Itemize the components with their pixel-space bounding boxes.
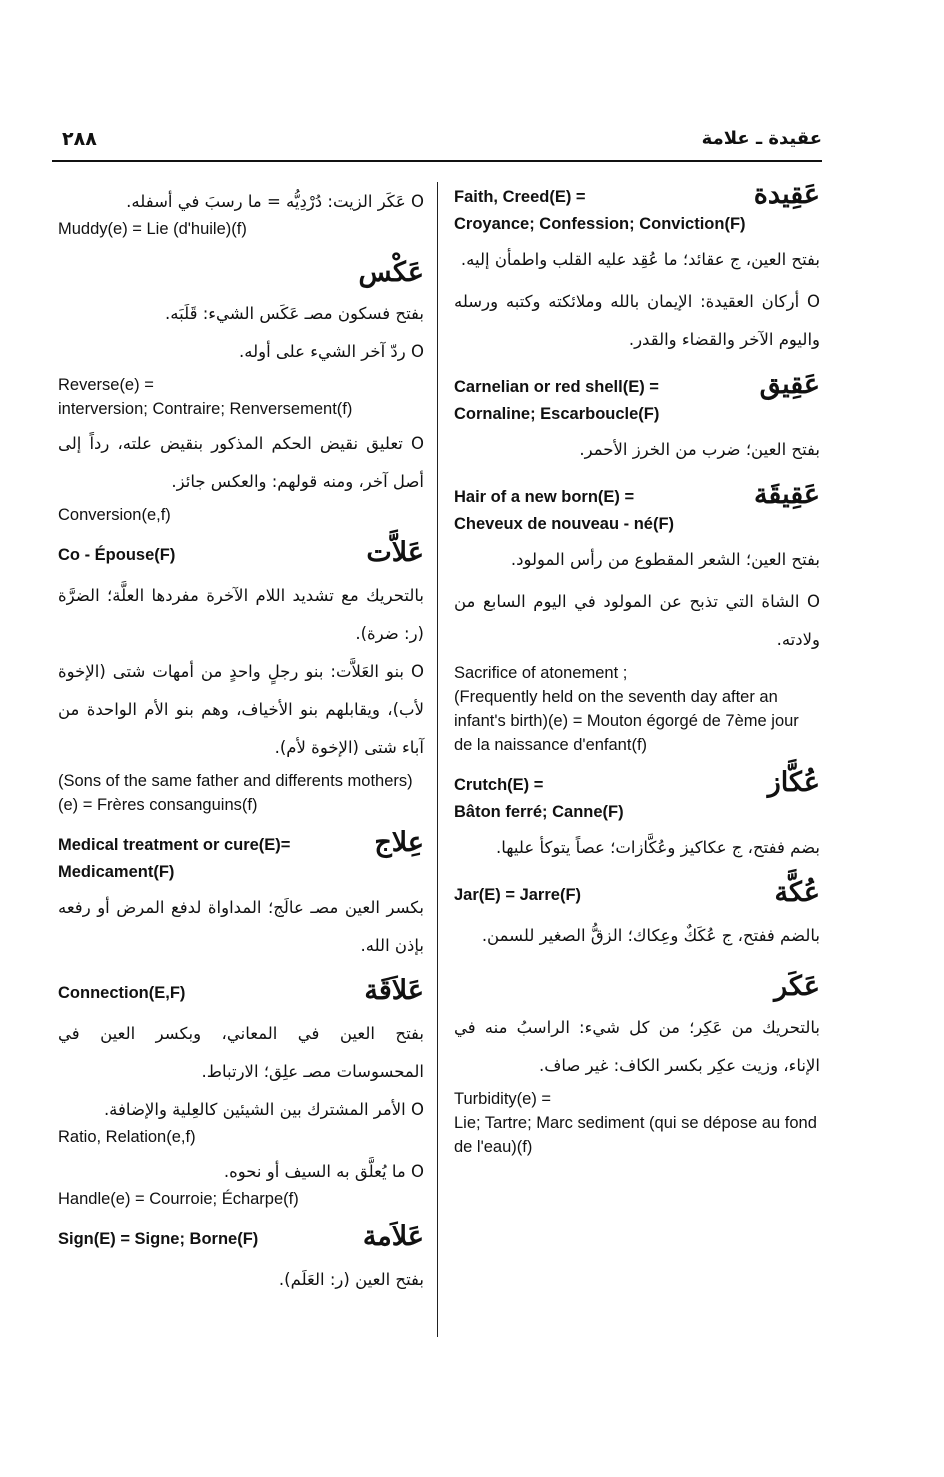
entry-headline [58, 537, 424, 573]
headword: عَقِيدة [753, 179, 820, 210]
headword: عُكَّاز [767, 767, 820, 798]
latin-gloss: interversion; Contraire; Renversement(f) [58, 400, 353, 418]
entry-headline [58, 827, 424, 885]
arabic-definition: بفتح العين؛ ضرب من الخرز الأحمر. [579, 440, 820, 459]
arabic-definition: O عَكَر الزيت: دُرْدِيُّه = ما رسبَ في أسفله. [126, 192, 424, 211]
entry-aks [58, 255, 424, 527]
headword: عُكَّة [774, 877, 820, 908]
french-gloss: Cornaline; Escarboucle(F) [454, 405, 660, 423]
arabic-definition: O الشاة التي تذبح عن المولود في اليوم السابع من ولادته. [454, 592, 820, 649]
french-gloss: Croyance; Confession; Conviction(F) [454, 215, 746, 233]
headword: عَلاَقَة [364, 975, 424, 1006]
french-gloss: Bâton ferré; Canne(F) [454, 803, 624, 821]
entry-headline [454, 369, 820, 427]
english-gloss: Crutch(E) = [454, 776, 544, 794]
arabic-definition: O بنو العَلاَّت: بنو رجلٍ واحدٍ من أمهات شتى (الإخوة لأب)، ويقابلهم بنو الأخياف، وهم بنو الأم الواحدة من آباء شتى (الإخوة لأم). [58, 662, 424, 757]
entry-ukkaz [454, 767, 820, 867]
entry-headline [454, 767, 820, 825]
english-gloss: Hair of a new born(E) = [454, 488, 635, 506]
english-gloss: Connection(E,F) [58, 984, 186, 1002]
entry-akar [454, 969, 820, 1159]
left-column [58, 183, 424, 1299]
latin-gloss: Handle(e) = Courroie; Écharpe(f) [58, 1190, 299, 1208]
column-divider [437, 182, 438, 1337]
arabic-definition: O أركان العقيدة: الإيمان بالله وملائكته وكتبه ورسله واليوم الآخر والقضاء والقدر. [454, 292, 820, 349]
latin-gloss: Turbidity(e) = [454, 1090, 552, 1108]
entry-headline [58, 1221, 424, 1257]
entry-allat [58, 537, 424, 817]
entry-headline [454, 479, 820, 537]
arabic-definition: بفتح العين في المعاني، وبكسر العين في المحسوسات مصـ علِق؛ الارتباط. [58, 1024, 424, 1081]
arabic-definition: O ما يُعلَّق به السيف أو نحوه. [223, 1162, 424, 1181]
latin-gloss: Muddy(e) = Lie (d'huile)(f) [58, 220, 247, 238]
latin-gloss: Reverse(e) = [58, 376, 154, 394]
page-number: ٢٨٨ [62, 128, 97, 150]
headword: عَلاَّت [366, 537, 424, 568]
arabic-definition: بالتحريك مع تشديد اللام الآخرة مفردها العلَّة؛ الضرَّة (ر: ضرة). [58, 586, 424, 643]
english-gloss: Jar(E) = Jarre(F) [454, 886, 582, 904]
english-gloss: Faith, Creed(E) = [454, 188, 586, 206]
entry-headline [454, 179, 820, 237]
latin-gloss: Lie; Tartre; Marc sediment (qui se dépose au fond de l'eau)(f) [454, 1114, 817, 1156]
latin-gloss: Sacrifice of atonement ; [454, 664, 628, 682]
header-rule [52, 160, 822, 162]
headword: عَكْس [358, 257, 424, 288]
english-gloss: Co - Épouse(F) [58, 546, 176, 564]
headword: عَلاَمة [362, 1221, 424, 1252]
entry-aqiqa [454, 479, 820, 757]
arabic-definition: بفتح فسكون مصـ عَكَس الشيء: قَلَبَه. [165, 304, 424, 323]
arabic-definition: بالتحريك من عَكِر؛ من كل شيء: الراسبُ منه في الإناء، وزيت عكِر بكسر الكاف: غير صاف. [454, 1018, 820, 1075]
entry-aqida [454, 179, 820, 359]
headword: عِلاج [374, 827, 424, 858]
arabic-definition: بكسر العين مصـ عالَج؛ المداواة لدفع المرض أو رفعه بإذن الله. [58, 898, 424, 955]
entry-ilaj [58, 827, 424, 965]
entry-akar-continued [58, 183, 424, 241]
headword: عَكَر [774, 971, 820, 1002]
latin-gloss: Conversion(e,f) [58, 506, 171, 524]
arabic-definition: بفتح العين؛ الشعر المقطوع من رأس المولود. [510, 550, 820, 569]
entry-ukka [454, 877, 820, 955]
english-gloss: Sign(E) = Signe; Borne(F) [58, 1230, 259, 1248]
arabic-definition: O تعليق نقيض الحكم المذكور بنقيض علته، رداً إلى أصل آخر، ومنه قولهم: والعكس جائز. [58, 434, 424, 491]
page-header [52, 128, 822, 158]
entry-alama [58, 1221, 424, 1299]
entry-alaqa [58, 975, 424, 1211]
running-head: عقيدة ـ علامة [701, 128, 822, 149]
arabic-definition: بالضم ففتح، ج عُكَكٌ وعِكاك؛ الزقُّ الصغير للسمن. [481, 926, 820, 945]
headword: عَقِيق [759, 369, 820, 400]
latin-gloss: (Sons of the same father and differents mothers)(e) = Frères consanguins(f) [58, 772, 413, 814]
entry-aqiq [454, 369, 820, 469]
french-gloss: Cheveux de nouveau - né(F) [454, 515, 675, 533]
french-gloss: Medicament(F) [58, 863, 175, 881]
entry-headline [454, 877, 820, 913]
arabic-definition: O الأمر المشترك بين الشيئين كالعِلية والإضافة. [103, 1100, 424, 1119]
arabic-definition: بفتح العين، ج عقائد؛ ما عُقِد عليه القلب واطمأن إليه. [460, 250, 820, 269]
arabic-definition: بضم ففتح، ج عكاكيز وعُكَّازات؛ عصاً يتوكأ عليها. [496, 838, 820, 857]
entry-headline [58, 975, 424, 1011]
arabic-definition: O ردّ آخر الشيء على أوله. [238, 342, 424, 361]
english-gloss: Carnelian or red shell(E) = [454, 378, 659, 396]
right-column [454, 179, 820, 1159]
arabic-definition: بفتح العين (ر: العَلَم). [278, 1270, 424, 1289]
english-gloss: Medical treatment or cure(E)= [58, 836, 291, 854]
latin-gloss: Ratio, Relation(e,f) [58, 1128, 196, 1146]
headword: عَقِيقَة [753, 479, 820, 510]
latin-gloss: (Frequently held on the seventh day after an infant's birth)(e) = Mouton égorgé de 7ème jour de la naissance d'enfant(f) [454, 688, 799, 754]
